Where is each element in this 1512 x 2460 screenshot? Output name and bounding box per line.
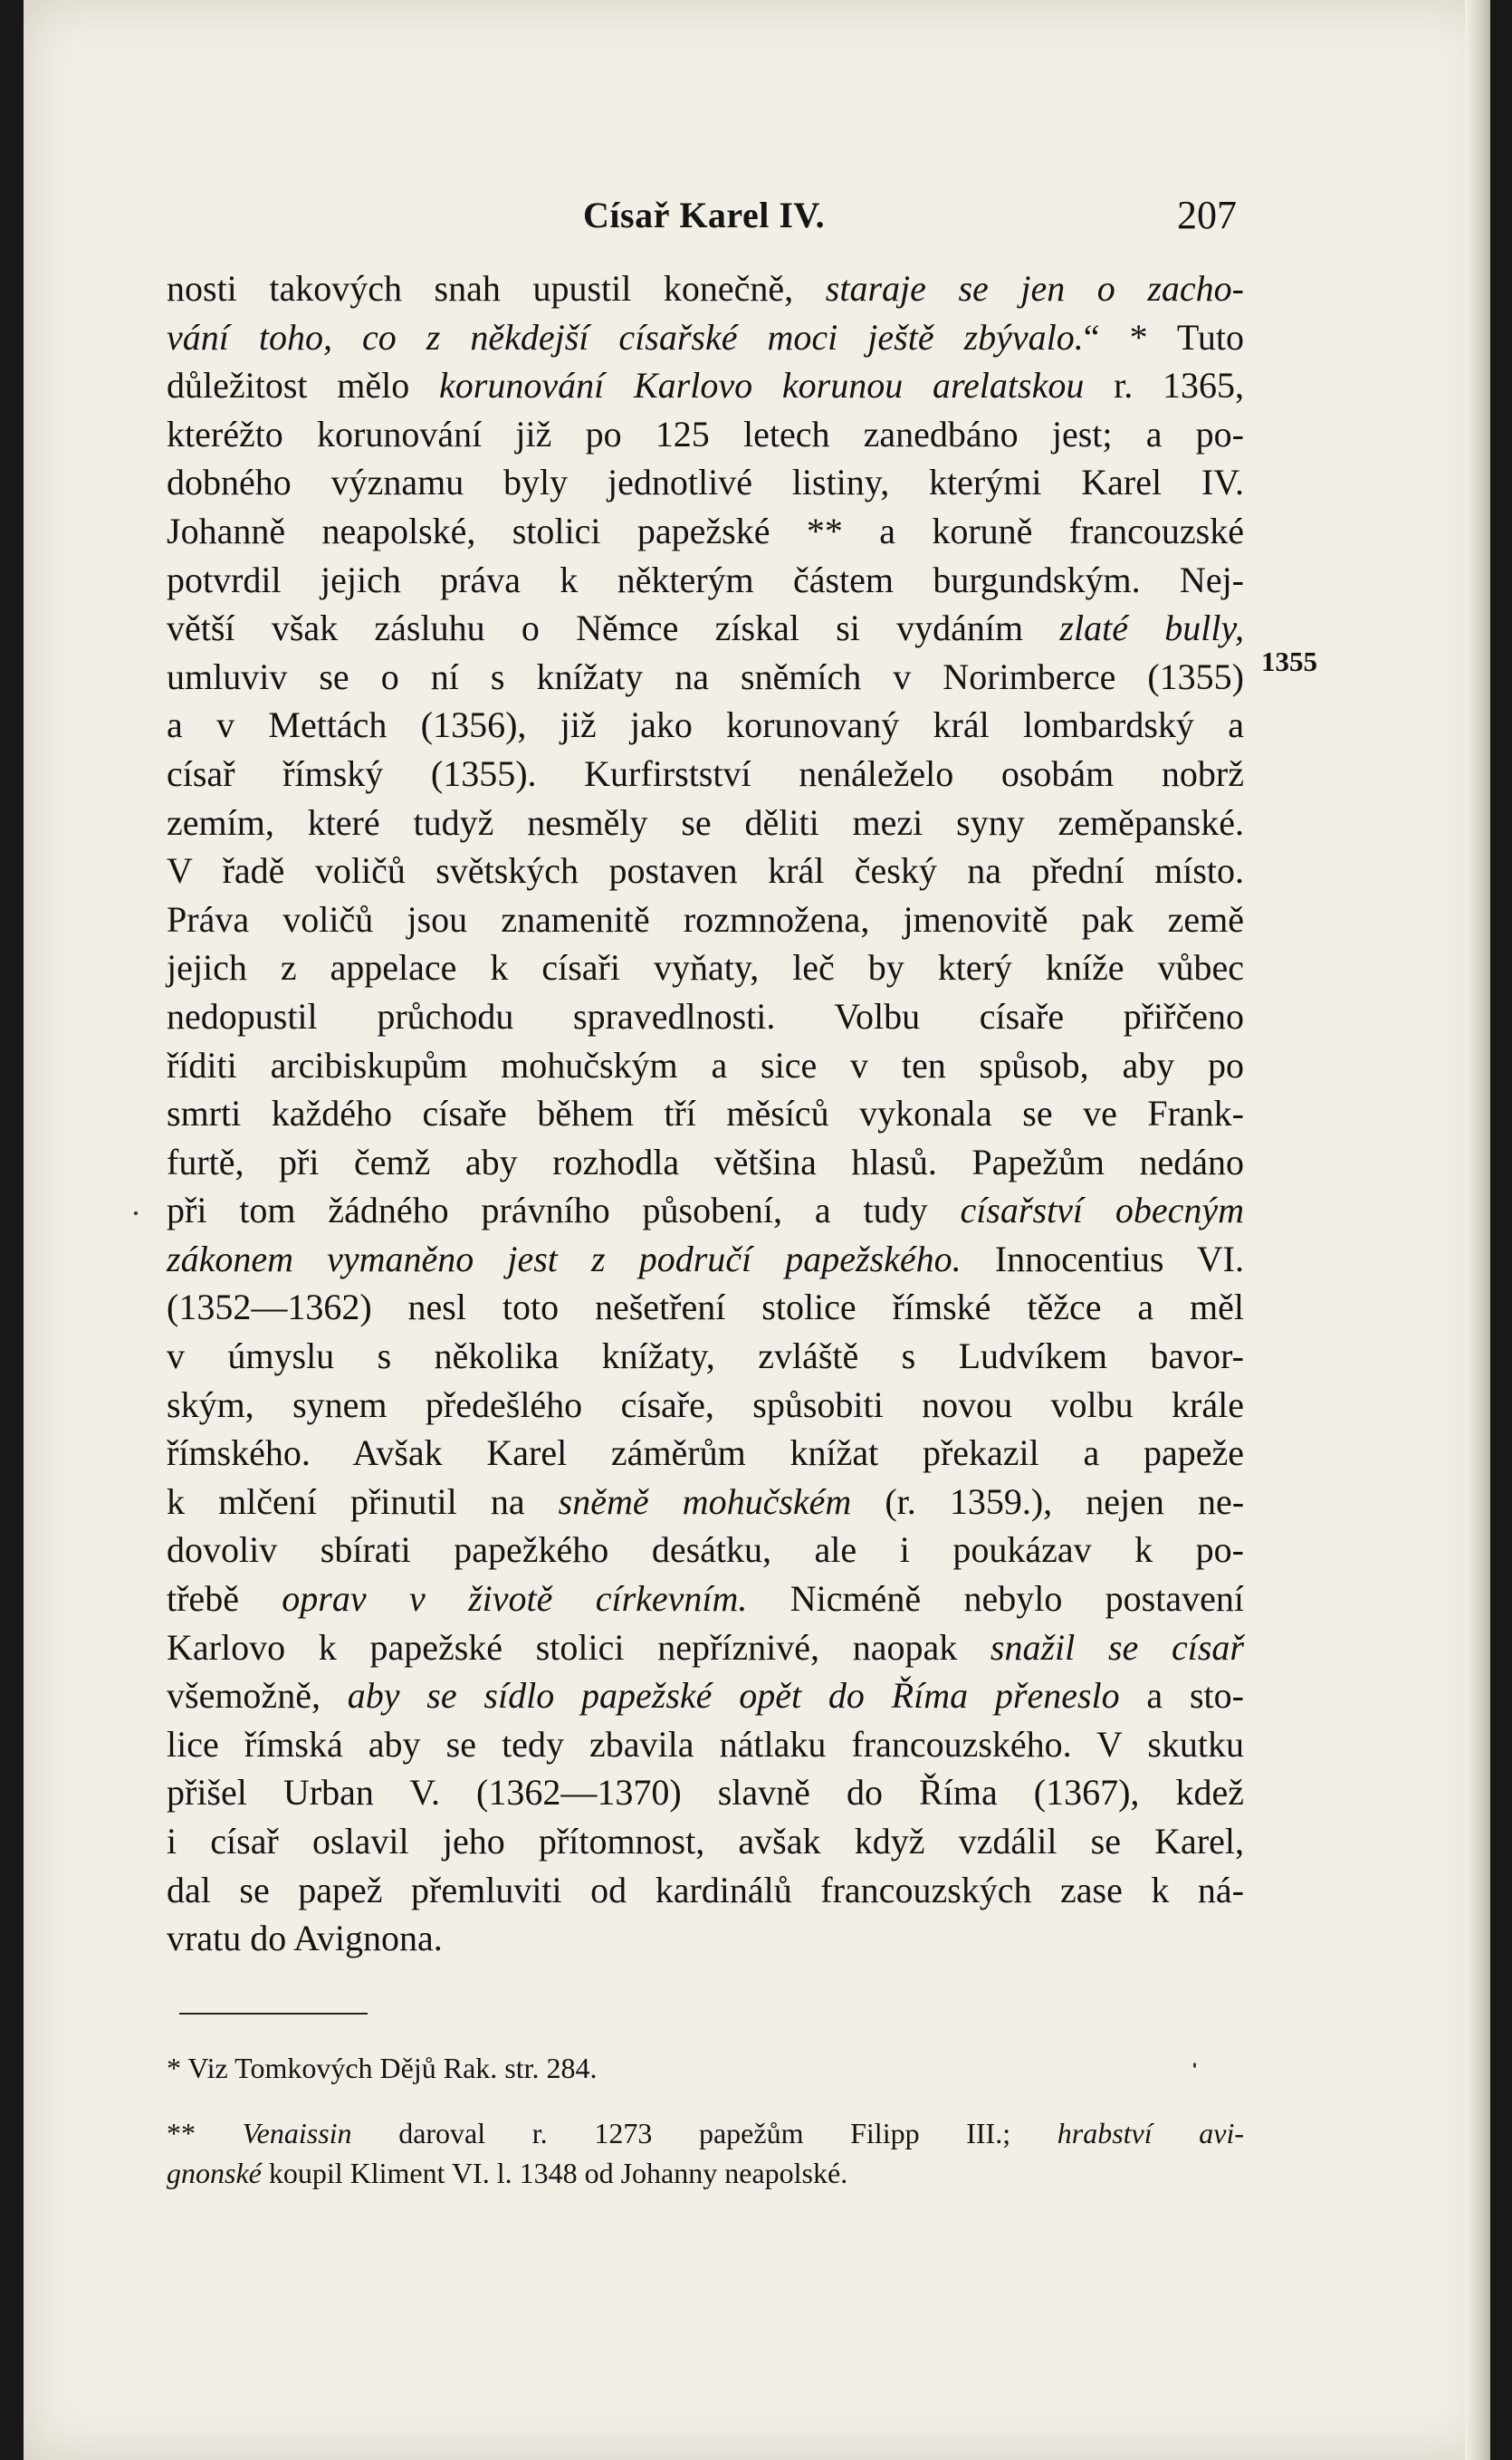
text-segment: k mlčení přinutil na <box>167 1480 559 1522</box>
text-segment: dal se papež přemluviti od kardinálů francouzských zase k ná- <box>167 1869 1244 1910</box>
main-text <box>167 264 1244 1963</box>
italic-segment: oprav v životě církevním. <box>282 1578 748 1620</box>
italic-segment: hrabství avi- <box>1057 2117 1245 2149</box>
text-segment: a v Mettách (1356), již jako korunovaný král lombardský a <box>167 704 1244 746</box>
text-line <box>167 1768 1244 1817</box>
text-line <box>167 1381 1244 1430</box>
text-segment: furtě, při čemž aby rozhodla většina hlasů. Papežům nedáno <box>167 1141 1244 1182</box>
text-segment: kteréžto korunování již po 125 letech zanedbáno jest; a po- <box>167 413 1244 455</box>
text-segment: * Viz Tomkových Dějů Rak. str. 284. <box>167 2052 598 2084</box>
text-line <box>167 1283 1244 1332</box>
text-segment: ** <box>167 2117 243 2149</box>
text-line <box>167 895 1244 944</box>
text-line <box>167 701 1244 750</box>
text-segment: i císař oslavil jeho přítomnost, avšak když vzdálil se Karel, <box>167 1821 1244 1862</box>
text-line <box>167 1817 1244 1866</box>
text-segment: vratu do Avignona. <box>167 1918 443 1959</box>
italic-segment: snažil se císař <box>990 1626 1244 1668</box>
text-line <box>167 799 1244 847</box>
italic-segment: zákonem vymaněno jest z područí papežského. <box>167 1238 962 1279</box>
footnotes <box>167 2048 1244 2193</box>
italic-segment: císařství obecným <box>960 1190 1244 1231</box>
text-segment: jejich z appelace k císaři vyňaty, leč by který kníže vůbec <box>167 947 1244 989</box>
text-segment: nosti takových snah upustil konečně, <box>167 268 826 309</box>
text-line <box>167 1671 1244 1720</box>
running-title: Císař Karel IV. <box>583 195 826 235</box>
text-line <box>167 604 1244 653</box>
margin-year-note: 1355 <box>1261 646 1317 677</box>
text-segment: dobného významu byly jednotlivé listiny, kterými Karel IV. <box>167 462 1244 503</box>
italic-segment: korunování Karlovo korunou arelatskou <box>439 365 1085 407</box>
text-line <box>167 1623 1244 1672</box>
text-segment: (r. 1359.), nejen ne- <box>851 1480 1245 1522</box>
footnote-separator <box>179 2013 368 2015</box>
text-line <box>167 1914 1244 1963</box>
text-segment: nedopustil průchodu spravedlnosti. Volbu císaře přiřčeno <box>167 995 1244 1037</box>
text-segment: smrti každého císaře během tří měsíců vykonala se ve Frank- <box>167 1093 1244 1134</box>
text-line <box>167 1429 1244 1478</box>
text-line <box>167 264 1244 313</box>
footnote-line <box>167 2153 1244 2193</box>
footnote <box>167 2048 1244 2088</box>
italic-segment: zlaté bully, <box>1059 608 1244 649</box>
italic-segment: aby se sídlo papežské opět do Říma přeneslo <box>347 1675 1120 1717</box>
text-segment: větší však zásluhu o Němce získal si vydáním <box>167 608 1060 649</box>
text-segment: lice římská aby se tedy zbavila nátlaku francouzského. V skutku <box>167 1723 1244 1765</box>
text-segment: přišel Urban V. (1362—1370) slavně do Říma (1367), kdež <box>167 1772 1244 1814</box>
text-segment: zemím, které tudyž nesměly se děliti mezi syny zeměpanské. <box>167 801 1244 843</box>
italic-segment: vání toho, co z někdejší císařské moci ještě zbývalo. <box>167 316 1084 358</box>
text-segment: dovoliv sbírati papežkého desátku, ale i poukázav k po- <box>167 1529 1244 1571</box>
text-segment: při tom žádného právního působení, a tudy <box>167 1190 961 1231</box>
text-segment: V řadě voličů světských postaven král český na přední místo. <box>167 850 1244 892</box>
footnote <box>167 2113 1244 2193</box>
text-line <box>167 653 1244 702</box>
page-number: 207 <box>1177 193 1237 237</box>
text-line <box>167 750 1244 799</box>
text-line <box>167 1478 1244 1527</box>
text-segment: v úmyslu s několika knížaty, zvláště s Ludvíkem bavor- <box>167 1335 1244 1377</box>
footnote-line <box>167 2048 1244 2088</box>
text-line <box>167 361 1244 410</box>
text-segment: umluviv se o ní s knížaty na sněmích v Norimberce (1355) <box>167 656 1244 697</box>
text-segment: důležitost mělo <box>167 365 440 407</box>
text-line <box>167 943 1244 992</box>
text-segment: Nicméně nebylo postavení <box>747 1578 1244 1620</box>
text-segment: Karlovo k papežské stolici nepříznivé, naopak <box>167 1626 990 1668</box>
text-segment: ským, synem předešlého císaře, spůsobiti novou volbu krále <box>167 1383 1244 1425</box>
text-segment: císař římský (1355). Kurfirstství nenáleželo osobám nobrž <box>167 752 1244 794</box>
text-line <box>167 1526 1244 1575</box>
text-segment: římského. Avšak Karel záměrům knížat překazil a papeže <box>167 1432 1244 1474</box>
text-segment: koupil Kliment VI. l. 1348 od Johanny neapolské. <box>261 2157 848 2189</box>
text-line <box>167 410 1244 459</box>
text-line <box>167 556 1244 605</box>
text-line <box>167 1041 1244 1090</box>
text-segment: Johanně neapolské, stolici papežské ** a koruně francouzské <box>167 510 1244 551</box>
italic-segment: gnonské <box>167 2157 262 2189</box>
scan-speck <box>1193 2063 1196 2068</box>
page-header <box>145 188 1237 243</box>
text-segment: všemožně, <box>167 1675 348 1717</box>
text-segment: Práva voličů jsou znamenitě rozmnožena, jmenovitě pak země <box>167 898 1244 940</box>
text-line <box>167 1235 1244 1284</box>
italic-segment: staraje se jen o zacho- <box>825 268 1244 309</box>
text-segment: třebě <box>167 1578 282 1620</box>
text-segment: říditi arcibiskupům mohučským a sice v ten spůsob, aby po <box>167 1044 1244 1086</box>
text-line <box>167 1575 1244 1623</box>
italic-segment: sněmě mohučském <box>558 1480 852 1522</box>
text-segment: Innocentius VI. <box>961 1238 1244 1279</box>
text-segment: potvrdil jejich práva k některým částem burgundským. Nej- <box>167 559 1244 600</box>
text-line <box>167 992 1244 1041</box>
text-line <box>167 1720 1244 1769</box>
text-line <box>167 1332 1244 1381</box>
text-segment: a sto- <box>1119 1675 1244 1717</box>
text-segment: (1352—1362) nesl toto nešetření stolice římské těžce a měl <box>167 1287 1244 1328</box>
text-line <box>167 1089 1244 1138</box>
text-line <box>167 507 1244 556</box>
text-segment: r. 1365, <box>1084 365 1244 407</box>
text-segment: “ * Tuto <box>1083 316 1244 358</box>
text-line <box>167 313 1244 362</box>
footnote-line <box>167 2113 1244 2153</box>
scan-speck <box>134 1211 138 1215</box>
page-edge-shadow <box>1465 0 1490 2460</box>
italic-segment: Venaissin <box>242 2117 352 2149</box>
text-line <box>167 1138 1244 1187</box>
text-line <box>167 458 1244 507</box>
text-segment: daroval r. 1273 papežům Filipp III.; <box>351 2117 1057 2149</box>
text-line <box>167 847 1244 895</box>
text-line <box>167 1186 1244 1235</box>
text-line <box>167 1866 1244 1915</box>
